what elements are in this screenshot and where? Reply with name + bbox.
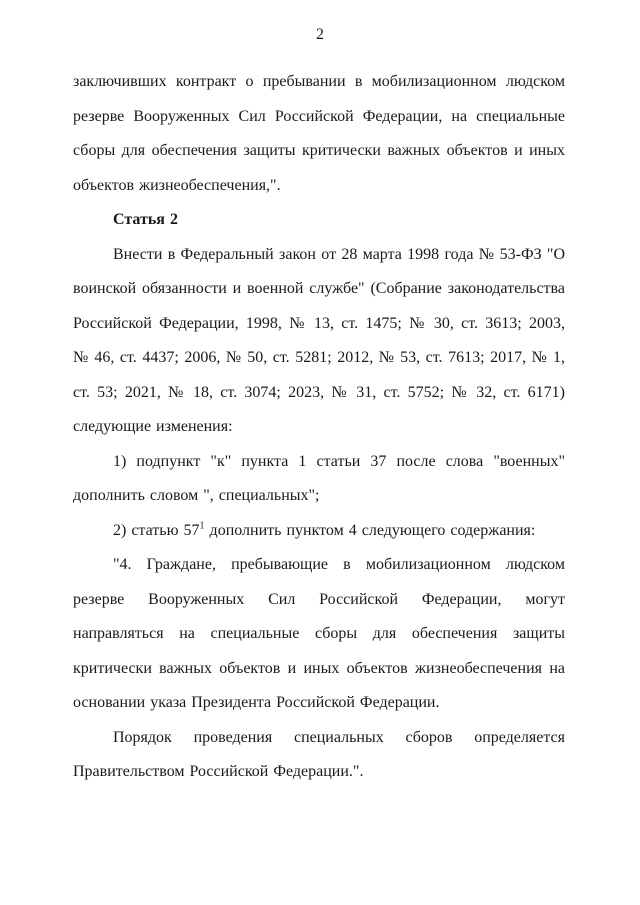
document-body [73,65,565,790]
article-57-superscript: 1 [199,520,205,532]
page-number: 2 [316,26,324,43]
article-2-heading: Статья 2 [113,211,178,228]
inserted-order-paragraph: Порядок проведения специальных сборов определяется Правительством Российской Федерации.". [73,728,565,780]
inserted-clause-4-paragraph: "4. Граждане, пребывающие в мобилизационном людском резерве Вооруженных Сил Российской Федерации, могут направляться на специальные сборы для обеспечения защиты критически важных объектов и иных объектов жизнеобеспечения на основании указа Президента Российской Федерации. [73,556,565,711]
amendment-item-1: 1) подпункт "к" пункта 1 статьи 37 после слова "военных" дополнить словом ", специальных"; [73,452,565,504]
amendment-intro-paragraph: Внести в Федеральный закон от 28 марта 1998 года № 53-ФЗ "О воинской обязанности и военной службе" (Собрание законодательства Российской Федерации, 1998, № 13, ст. 1475; № 30, ст. 3613; 2003, № 46, ст. 4437; 2006, № 50, ст. 5281; 2012, № 53, ст. 7613; 2017, № 1, ст. 53; 2021, № 18, ст. 3074; 2023, № 31, ст. 5752; № 32, ст. 6171) следующие изменения: [73,245,565,435]
continuation-paragraph: заключивших контракт о пребывании в мобилизационном людском резерве Вооруженных Сил Российской Федерации, на специальные сборы для обеспечения защиты критически важных объектов и иных объектов жизнеобеспечения,". [73,73,565,194]
amendment-item-2-text: 2) статью 57 [113,521,200,539]
amendment-item-2 [73,514,565,549]
amendment-item-2-tail: дополнить пунктом 4 следующего содержания: [204,521,536,539]
